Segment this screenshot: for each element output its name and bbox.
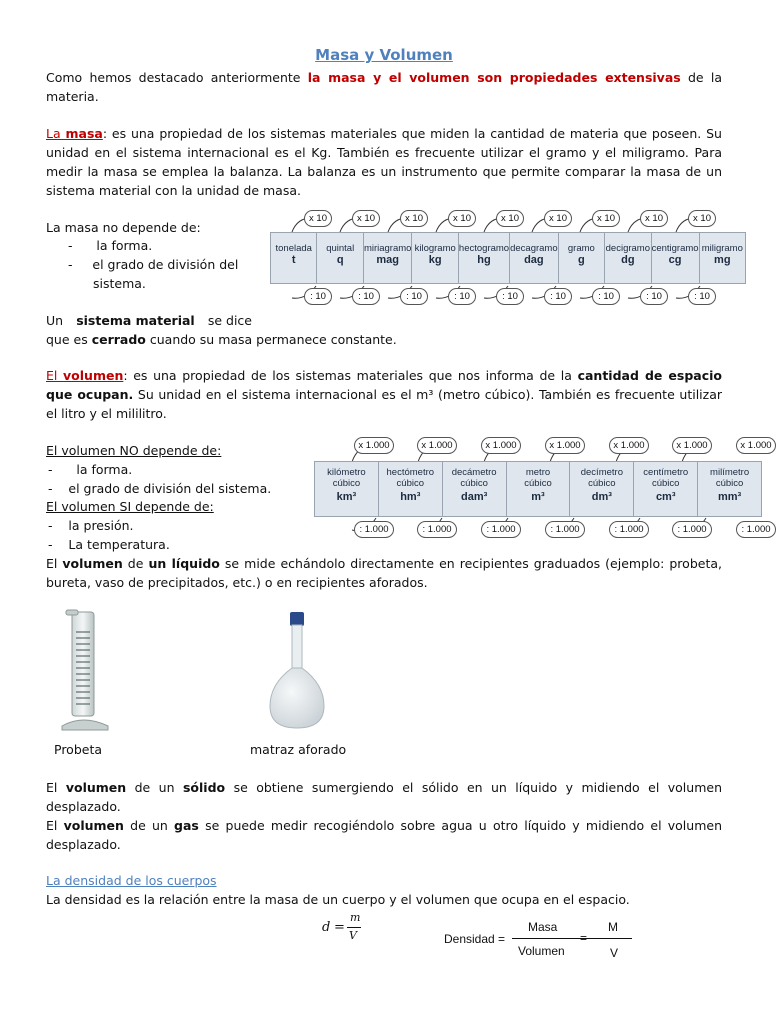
multiply-badge: x 1.000 [545, 437, 585, 454]
multiply-badge: x 10 [352, 210, 380, 227]
page-title: Masa y Volumen [315, 46, 453, 64]
mass-unit-cell [317, 233, 363, 283]
volume-unit-cell [379, 462, 443, 516]
mass-unit-name: decagramo [510, 243, 558, 254]
masa-no-depende-item-2: - el grado de división del [68, 257, 239, 272]
mass-unit-cell [605, 233, 651, 283]
divide-badge: : 1.000 [354, 521, 394, 538]
volume-unit-cell [443, 462, 507, 516]
volume-units-diagram [312, 432, 772, 544]
multiply-badge: x 10 [496, 210, 524, 227]
intro-text-end: de la materia. [46, 70, 722, 104]
volume-unit-cell [634, 462, 698, 516]
multiply-badge: x 10 [592, 210, 620, 227]
cerrado-term: cerrado [91, 332, 146, 347]
volumen-no-depende-item-1: - la forma. [48, 462, 133, 477]
multiply-badge: x 10 [544, 210, 572, 227]
mass-unit-symbol: hg [477, 254, 491, 266]
volumen-no-depende-heading: El volumen NO depende de: [46, 443, 222, 458]
mass-unit-symbol: dg [621, 254, 635, 266]
sistema-line-1: Un sistema material se dice [46, 313, 252, 328]
volume-unit-name-2: cúbico [524, 478, 552, 489]
divide-badge: : 10 [592, 288, 620, 305]
volume-unit-cell [698, 462, 761, 516]
mass-unit-cell [700, 233, 745, 283]
divide-badge: : 10 [640, 288, 668, 305]
volume-units-table [314, 461, 762, 517]
divide-badge: : 10 [496, 288, 524, 305]
intro-text: Como hemos destacado anteriormente [46, 70, 308, 85]
mass-unit-symbol: mag [376, 254, 399, 266]
densidad-text: La densidad es la relación entre la masa de un cuerpo y el volumen que ocupa en el espacio. [46, 892, 630, 907]
multiply-badge: x 1.000 [417, 437, 457, 454]
volume-unit-symbol: cm³ [655, 491, 676, 503]
divide-badge: : 10 [544, 288, 572, 305]
masa-definition [46, 124, 722, 200]
multiply-badge: x 1.000 [354, 437, 394, 454]
volume-unit-symbol: km³ [336, 491, 357, 503]
masa-la: La [46, 126, 66, 141]
volume-unit-cell [315, 462, 379, 516]
divide-badge: : 1.000 [417, 521, 457, 538]
volume-unit-name: decámetro [451, 467, 497, 478]
intro-paragraph [46, 68, 722, 106]
volume-unit-name-2: cúbico [651, 478, 680, 489]
mass-unit-name: miligramo [701, 243, 743, 254]
mass-unit-name: quintal [326, 243, 355, 254]
multiply-badge: x 1.000 [481, 437, 521, 454]
mass-unit-cell [459, 233, 510, 283]
divide-badge: : 10 [448, 288, 476, 305]
mass-unit-name: tonelada [275, 243, 312, 254]
mass-unit-symbol: mg [714, 254, 731, 266]
volume-unit-symbol: m³ [531, 491, 545, 503]
masa-no-depende-item-3: sistema. [93, 276, 146, 291]
volumen-si-depende-item-2: - La temperatura. [48, 537, 170, 552]
volume-unit-name: kilómetro [327, 467, 366, 478]
intro-highlight: la masa y el volumen son propiedades extensivas [307, 70, 681, 85]
volume-unit-name: hectómetro [386, 467, 435, 478]
multiply-badge: x 10 [304, 210, 332, 227]
divide-badge: : 1.000 [609, 521, 649, 538]
volume-unit-symbol: dm³ [591, 491, 612, 503]
divide-badge: : 10 [688, 288, 716, 305]
mass-unit-name: decigramo [605, 243, 650, 254]
mass-unit-name: hectogramo [458, 243, 510, 254]
mass-unit-cell [271, 233, 317, 283]
mass-unit-cell [510, 233, 559, 283]
volumen-no-depende-item-2: - el grado de división del sistema. [48, 481, 272, 496]
mass-unit-symbol: q [336, 254, 344, 266]
solido-paragraph: El volumen de un sólido se obtiene sumergiendo el sólido en un líquido y midiendo el volumen desplazado. [46, 780, 722, 814]
volume-unit-name-2: cúbico [460, 478, 488, 489]
divide-badge: : 1.000 [672, 521, 712, 538]
mass-unit-name: miriagramo [363, 243, 412, 254]
volume-unit-symbol: dam³ [461, 491, 488, 503]
mass-unit-name: gramo [567, 243, 595, 254]
masa-term: masa [65, 126, 103, 141]
sistema-material-term: sistema material [76, 313, 195, 328]
mass-unit-cell [364, 233, 413, 283]
liquido-paragraph: El volumen de un líquido se mide echándolo directamente en recipientes graduados (ejemplo: probeta, bureta, vaso de precipitados, etc.) o en recipientes aforados. [46, 556, 722, 590]
mass-unit-symbol: g [577, 254, 585, 266]
volume-unit-symbol: mm³ [717, 491, 742, 503]
multiply-badge: x 1.000 [609, 437, 649, 454]
volume-unit-name-2: cúbico [715, 478, 744, 489]
volume-unit-cell [570, 462, 634, 516]
multiply-badge: x 1.000 [672, 437, 712, 454]
matraz-image [264, 610, 330, 732]
volume-unit-symbol: hm³ [400, 491, 421, 503]
multiply-badge: x 10 [448, 210, 476, 227]
masa-text: : es una propiedad de los sistemas materiales que miden la cantidad de materia que poseen. Su unidad en el sistema internacional es el Kg. También es frecuente utilizar el gramo y el miligramo. Para medir la masa se emplea la balanza. La balanza es un instrumento que permite comparar la masa de un sistema material con la unidad de masa. [46, 126, 722, 198]
mass-unit-symbol: dag [524, 254, 544, 266]
volume-unit-name: metro [525, 467, 551, 478]
volume-unit-name-2: cúbico [332, 478, 361, 489]
volume-unit-name: decímetro [580, 467, 623, 478]
volumen-si-depende-item-1: - la presión. [48, 518, 134, 533]
mass-units-table [270, 232, 746, 284]
multiply-badge: x 1.000 [736, 437, 776, 454]
gas-paragraph: El volumen de un gas se puede medir recogiéndolo sobre agua u otro líquido y midiendo el volumen desplazado. [46, 818, 722, 852]
probeta-image [58, 608, 118, 732]
mass-units-diagram [268, 206, 746, 310]
matraz-caption: matraz aforado [250, 742, 347, 757]
mass-unit-name: centigramo [651, 243, 699, 254]
volume-unit-name: milímetro [710, 467, 750, 478]
volume-unit-name-2: cúbico [396, 478, 425, 489]
mass-unit-name: kilogramo [414, 243, 456, 254]
divide-badge: : 10 [400, 288, 428, 305]
volumen-si-depende-heading: El volumen SI depende de: [46, 499, 214, 514]
mass-unit-symbol: cg [668, 254, 682, 266]
mass-unit-symbol: t [291, 254, 296, 266]
multiply-badge: x 10 [640, 210, 668, 227]
divide-badge: : 10 [352, 288, 380, 305]
divide-badge: : 10 [304, 288, 332, 305]
sistema-line-2: que es cerrado cuando su masa permanece constante. [46, 332, 397, 347]
volumen-term: volumen [63, 368, 124, 383]
mass-unit-cell [559, 233, 605, 283]
densidad-heading: La densidad de los cuerpos [46, 873, 217, 888]
mass-unit-cell [412, 233, 458, 283]
divide-badge: : 1.000 [481, 521, 521, 538]
multiply-badge: x 10 [400, 210, 428, 227]
masa-no-depende-heading: La masa no depende de: [46, 220, 201, 235]
volume-unit-cell [507, 462, 571, 516]
divide-badge: : 1.000 [736, 521, 776, 538]
masa-no-depende-item-1: - la forma. [68, 238, 153, 253]
multiply-badge: x 10 [688, 210, 716, 227]
mass-unit-cell [652, 233, 700, 283]
volumen-definition: El volumen: es una propiedad de los sistemas materiales que nos informa de la cantidad de espacio que ocupan. Su unidad en el sistema internacional es el m³ (metro cúbico). También es frecuente utilizar el litro y el mililitro. [46, 368, 723, 421]
density-formula-words: Densidad = Masa Volumen = M V [444, 918, 634, 962]
volume-unit-name: centímetro [643, 467, 689, 478]
mass-unit-symbol: kg [428, 254, 442, 266]
volume-unit-name-2: cúbico [588, 478, 616, 489]
divide-badge: : 1.000 [545, 521, 585, 538]
probeta-caption: Probeta [54, 742, 103, 757]
